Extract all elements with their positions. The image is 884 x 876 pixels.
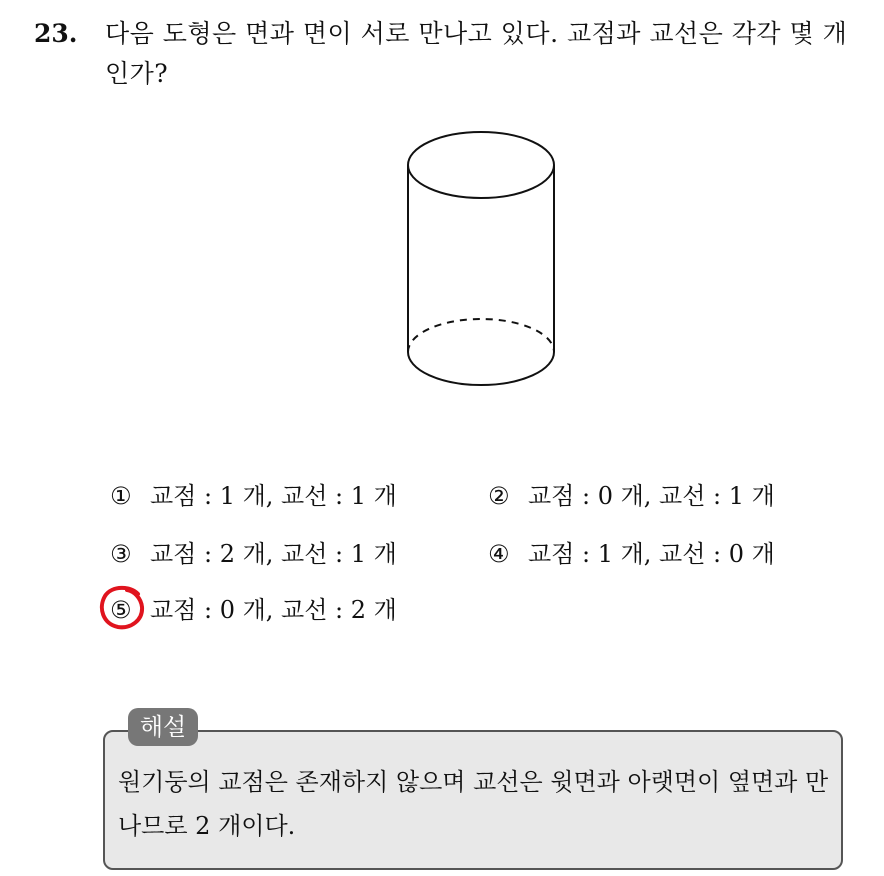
choice-2[interactable] xyxy=(488,479,775,513)
choice-text: 교점 : 1 개, 교선 : 1 개 xyxy=(150,482,397,510)
answer-circle-stroke xyxy=(102,588,142,627)
question-text: 다음 도형은 면과 면이 서로 만나고 있다. 교점과 교선은 각각 몇 개인가? xyxy=(105,19,848,88)
explanation-text: 원기둥의 교점은 존재하지 않으며 교선은 윗면과 아랫면이 옆면과 만나므로 2 개이다. xyxy=(118,768,829,840)
cylinder-bottom-hidden-arc xyxy=(408,319,554,352)
choice-1[interactable] xyxy=(110,479,397,513)
choice-3[interactable] xyxy=(110,537,397,571)
choice-number: ① xyxy=(110,482,132,510)
choice-5[interactable] xyxy=(110,593,397,627)
choice-number: ② xyxy=(488,482,510,510)
choice-text: 교점 : 1 개, 교선 : 0 개 xyxy=(528,540,775,568)
cylinder-figure xyxy=(400,120,570,400)
choice-number: ③ xyxy=(110,540,132,568)
explanation-label: 해설 xyxy=(128,708,198,746)
choice-text: 교점 : 0 개, 교선 : 1 개 xyxy=(528,482,775,510)
answer-circle-mark xyxy=(98,582,148,632)
choice-text: 교점 : 2 개, 교선 : 1 개 xyxy=(150,540,397,568)
choice-text: 교점 : 0 개, 교선 : 2 개 xyxy=(150,596,397,624)
choice-number: ⑤ xyxy=(110,596,132,624)
cylinder-top-face xyxy=(408,132,554,198)
question-number: 23. xyxy=(34,19,78,48)
cylinder-bottom-front-arc xyxy=(408,352,554,385)
choice-number: ④ xyxy=(488,540,510,568)
choice-4[interactable] xyxy=(488,537,775,571)
